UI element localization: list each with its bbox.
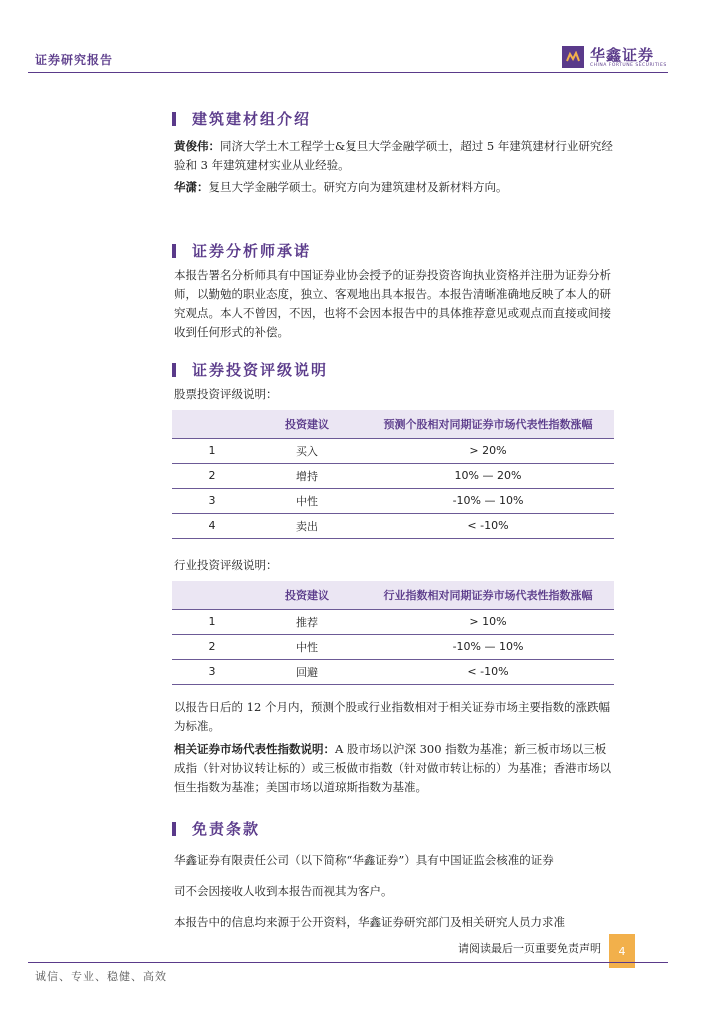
table-header-row [172, 410, 614, 438]
market-index-text: A 股市场以沪深 300 指数为基准；新三板市场以三板成指（针对协议转让标的）或三板做市指数（针对做市转让标的）为基准；香港市场以恒生指数为基准；美国市场以道琼斯指数为基准。 [174, 742, 611, 794]
advice-cell: 增持 [252, 463, 362, 488]
market-index-label: 相关证券市场代表性指数说明： [174, 742, 335, 756]
range-cell: < -10% [362, 659, 614, 684]
table-header-cell: 投资建议 [252, 581, 362, 609]
rank-cell: 1 [172, 438, 252, 463]
table-header-cell [172, 581, 252, 609]
table-row [172, 659, 614, 684]
range-cell: > 10% [362, 609, 614, 634]
section-title: 建筑建材组介绍 [192, 110, 312, 128]
section-team-heading [172, 108, 311, 129]
section-marker [172, 822, 176, 836]
table-header-cell: 投资建议 [252, 410, 362, 438]
table-row [172, 488, 614, 513]
page-number: 4 [609, 934, 635, 968]
industry-rating-table [172, 581, 614, 685]
analyst-name: 华潇： [174, 180, 209, 194]
logo-name-cn: 华鑫证券 [590, 45, 655, 64]
table-header-cell: 行业指数相对同期证券市场代表性指数涨幅 [362, 581, 614, 609]
industry-rating-label: 行业投资评级说明： [174, 558, 278, 572]
table-header-row [172, 581, 614, 609]
rank-cell: 2 [172, 634, 252, 659]
rank-cell: 3 [172, 488, 252, 513]
table-row [172, 634, 614, 659]
disclaimer-line-2: 司不会因接收人收到本报告而视其为客户。 [174, 884, 393, 898]
market-index-note [174, 740, 614, 797]
analyst-bio-text: 同济大学土木工程学士&复旦大学金融学硕士，超过 5 年建筑建材行业研究经验和 3 年建筑建材实业从业经验。 [174, 139, 613, 172]
section-disclaimer-heading [172, 818, 260, 839]
section-marker [172, 112, 176, 126]
header-divider [28, 72, 668, 73]
rank-cell: 2 [172, 463, 252, 488]
table-row [172, 513, 614, 538]
commitment-text: 本报告署名分析师具有中国证券业协会授予的证券投资咨询执业资格并注册为证券分析师，以勤勉的职业态度，独立、客观地出具本报告。本报告清晰准确地反映了本人的研究观点。本人不曾因，不因，也将不会因本报告中的具体推荐意见或观点而直接或间接收到任何形式的补偿。 [174, 268, 611, 339]
advice-cell: 推荐 [252, 609, 362, 634]
stock-rating-label: 股票投资评级说明： [174, 387, 278, 401]
range-cell: 10% — 20% [362, 463, 614, 488]
advice-cell: 中性 [252, 634, 362, 659]
analyst-name: 黄俊伟： [174, 139, 220, 153]
company-motto: 诚信、专业、稳健、高效 [35, 970, 167, 983]
advice-cell: 买入 [252, 438, 362, 463]
analyst-bio-text: 复旦大学金融学硕士。研究方向为建筑建材及新材料方向。 [208, 180, 508, 194]
section-commitment-heading [172, 240, 311, 261]
section-marker [172, 244, 176, 258]
table-row [172, 463, 614, 488]
disclaimer-line-1: 华鑫证券有限责任公司（以下简称“华鑫证券”）具有中国证监会核准的证券 [174, 853, 554, 867]
disclaimer-line-3: 本报告中的信息均来源于公开资料，华鑫证券研究部门及相关研究人员力求准 [174, 915, 565, 929]
logo-name-en: CHINA FORTUNE SECURITIES [590, 62, 667, 68]
advice-cell: 回避 [252, 659, 362, 684]
section-marker [172, 363, 176, 377]
range-cell: -10% — 10% [362, 488, 614, 513]
logo-icon [562, 46, 584, 68]
footer-divider [28, 962, 668, 963]
table-header-cell: 预测个股相对同期证券市场代表性指数涨幅 [362, 410, 614, 438]
table-row [172, 609, 614, 634]
rank-cell: 3 [172, 659, 252, 684]
section-title: 证券分析师承诺 [192, 242, 312, 260]
advice-cell: 中性 [252, 488, 362, 513]
company-logo [562, 46, 667, 68]
range-cell: < -10% [362, 513, 614, 538]
rank-cell: 4 [172, 513, 252, 538]
analyst-bio-2 [174, 178, 614, 197]
section-rating-heading [172, 359, 328, 380]
table-header-cell [172, 410, 252, 438]
section-title: 免责条款 [192, 820, 261, 838]
report-type-title: 证券研究报告 [35, 53, 114, 67]
range-cell: -10% — 10% [362, 634, 614, 659]
rating-basis-text: 以报告日后的 12 个月内，预测个股或行业指数相对于相关证券市场主要指数的涨跌幅为标准。 [174, 700, 610, 733]
rank-cell: 1 [172, 609, 252, 634]
section-title: 证券投资评级说明 [192, 361, 329, 379]
advice-cell: 卖出 [252, 513, 362, 538]
range-cell: > 20% [362, 438, 614, 463]
read-disclaimer-note: 请阅读最后一页重要免责声明 [458, 942, 601, 955]
table-row [172, 438, 614, 463]
stock-rating-table [172, 410, 614, 539]
analyst-bio-1 [174, 137, 614, 175]
